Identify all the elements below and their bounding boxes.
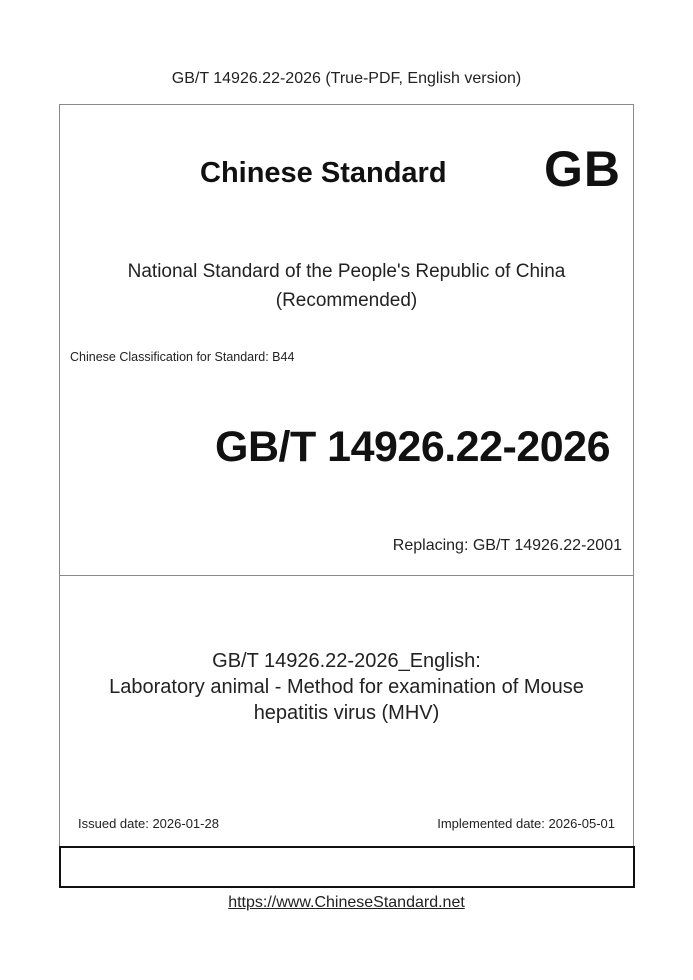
replacing-note: Replacing: GB/T 14926.22-2001 — [392, 537, 622, 554]
title-line-2: Laboratory animal - Method for examination of Mouse — [109, 676, 584, 698]
title-line-1: GB/T 14926.22-2026_English: — [212, 650, 481, 672]
issued-date: Issued date: 2026-01-28 — [78, 816, 219, 831]
national-standard-heading — [0, 257, 693, 315]
national-standard-line: National Standard of the People's Republic of China — [127, 261, 566, 282]
title-line-3: hepatitis virus (MHV) — [253, 702, 440, 724]
implemented-date: Implemented date: 2026-05-01 — [437, 816, 615, 831]
website-link[interactable]: https://www.ChineseStandard.net — [228, 894, 465, 911]
footer-link-container — [0, 894, 693, 912]
cover-footer-box — [59, 846, 635, 888]
classification-label: Chinese Classification for Standard: B44 — [70, 350, 295, 364]
document-title — [0, 648, 693, 726]
standard-number: GB/T 14926.22-2026 — [215, 423, 610, 471]
brand-title: Chinese Standard — [200, 157, 447, 189]
brand-gb-mark: GB — [544, 141, 621, 197]
recommended-line: (Recommended) — [275, 290, 418, 311]
document-header: GB/T 14926.22-2026 (True-PDF, English version) — [171, 70, 522, 87]
